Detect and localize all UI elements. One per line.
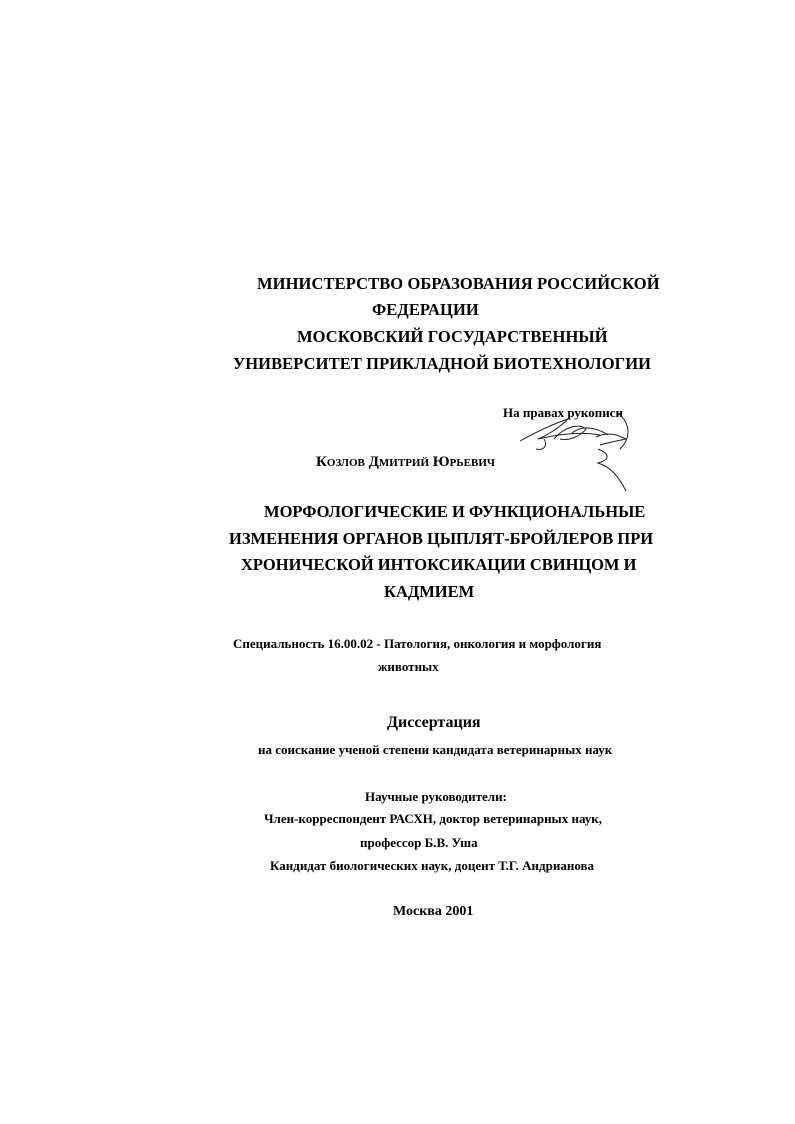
ministry-line-1: МИНИСТЕРСТВО ОБРАЗОВАНИЯ РОССИЙСКОЙ — [257, 274, 660, 293]
author-name: Козлов Дмитрий Юрьевич — [316, 454, 495, 470]
dissertation-subheading: на соискание ученой степени кандидата ветеринарных наук — [258, 742, 613, 757]
thesis-title-line-1: МОРФОЛОГИЧЕСКИЕ И ФУНКЦИОНАЛЬНЫЕ — [264, 502, 646, 521]
thesis-title-line-4: КАДМИЕМ — [384, 582, 475, 601]
manuscript-note: На правах рукописи — [503, 405, 623, 420]
advisors-heading: Научные руководители: — [365, 789, 507, 804]
specialty-line-2: животных — [378, 659, 439, 674]
thesis-title-line-2: ИЗМЕНЕНИЯ ОРГАНОВ ЦЫПЛЯТ-БРОЙЛЕРОВ ПРИ — [229, 529, 654, 548]
city-year: Москва 2001 — [393, 904, 474, 919]
advisor-line-2: профессор Б.В. Уша — [360, 835, 478, 850]
advisor-line-1: Член-корреспондент РАСХН, доктор ветеринарных наук, — [264, 811, 603, 826]
dissertation-heading: Диссертация — [387, 714, 481, 731]
signature-icon — [508, 405, 638, 495]
university-line-2: УНИВЕРСИТЕТ ПРИКЛАДНОЙ БИОТЕХНОЛОГИИ — [233, 354, 652, 373]
specialty-line-1: Специальность 16.00.02 - Патология, онкология и морфология — [233, 636, 602, 651]
advisor-line-3: Кандидат биологических наук, доцент Т.Г. Андрианова — [270, 858, 595, 873]
thesis-title-line-3: ХРОНИЧЕСКОЙ ИНТОКСИКАЦИИ СВИНЦОМ И — [241, 555, 637, 574]
university-line-1: МОСКОВСКИЙ ГОСУДАРСТВЕННЫЙ — [297, 327, 608, 346]
ministry-line-2: ФЕДЕРАЦИИ — [372, 300, 479, 319]
